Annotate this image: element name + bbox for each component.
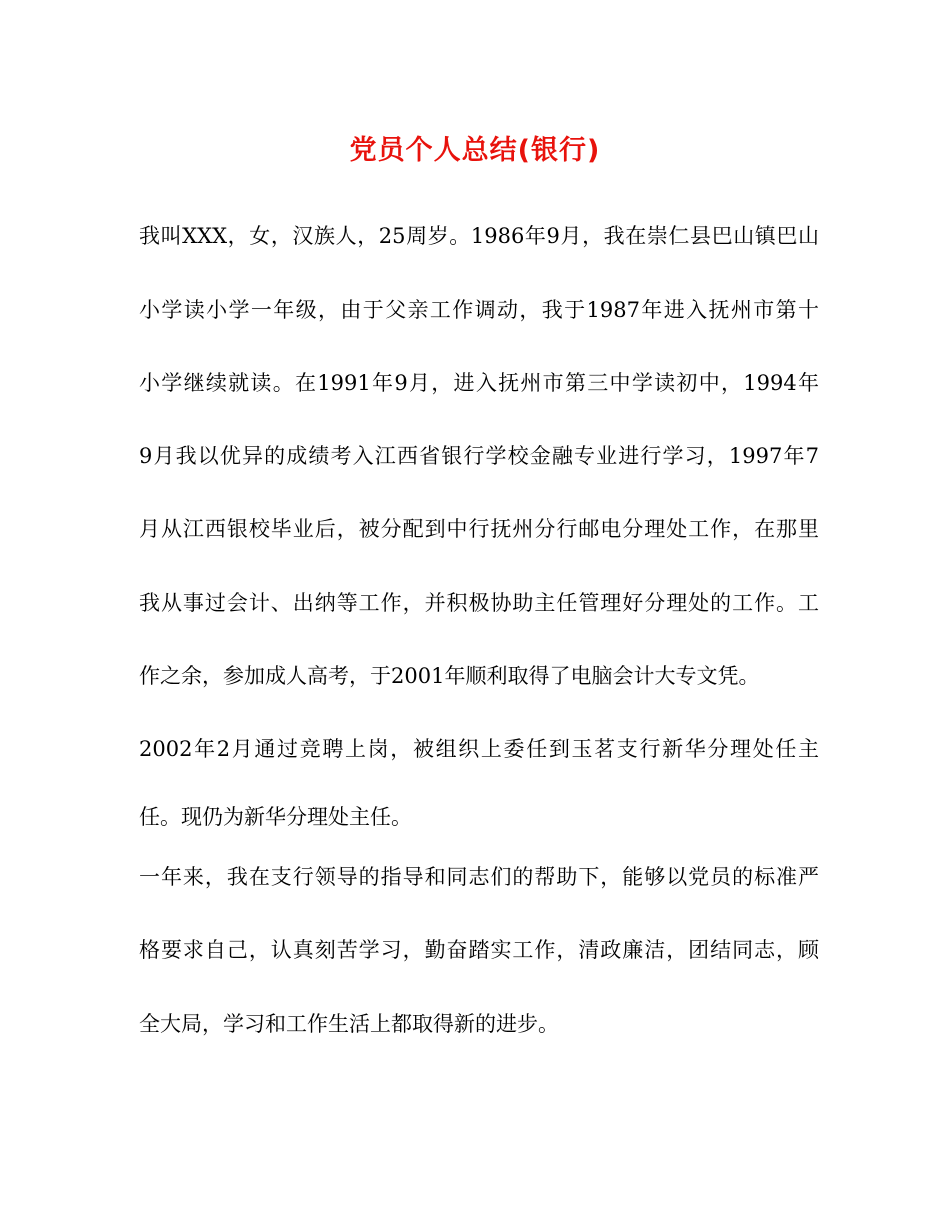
- paragraph-1-line-7: 作之余，参加成人高考，于2001年顺利取得了电脑会计大专文凭。: [139, 664, 760, 688]
- paragraph-1-line-5: 月从江西银校毕业后，被分配到中行抚州分行邮电分理处工作，在那里: [139, 517, 819, 541]
- document-title: 党员个人总结(银行): [349, 135, 601, 166]
- paragraph-2-line-2: 格要求自己，认真刻苦学习，勤奋踏实工作，清政廉洁，团结同志，顾: [139, 938, 819, 962]
- paragraph-1-line-6: 我从事过会计、出纳等工作，并积极协助主任管理好分理处的工作。工: [139, 591, 819, 615]
- paragraph-1-line-9: 任。现仍为新华分理处主任。: [139, 805, 412, 829]
- paragraph-1-line-8: 2002年2月通过竞聘上岗，被组织上委任到玉茗支行新华分理处任主: [139, 737, 819, 761]
- paragraph-1-line-3: 小学继续就读。在1991年9月，进入抚州市第三中学读初中，1994年: [139, 371, 819, 395]
- paragraph-1-line-2: 小学读小学一年级，由于父亲工作调动，我于1987年进入抚州市第十: [139, 298, 819, 322]
- paragraph-2-line-3: 全大局，学习和工作生活上都取得新的进步。: [139, 1012, 559, 1036]
- paragraph-1-line-1: 我叫XXX，女，汉族人，25周岁。1986年9月，我在崇仁县巴山镇巴山: [139, 224, 819, 248]
- paragraph-1-line-4: 9月我以优异的成绩考入江西省银行学校金融专业进行学习，1997年7: [139, 444, 819, 468]
- paragraph-2-line-1: 一年来，我在支行领导的指导和同志们的帮助下，能够以党员的标准严: [139, 865, 819, 889]
